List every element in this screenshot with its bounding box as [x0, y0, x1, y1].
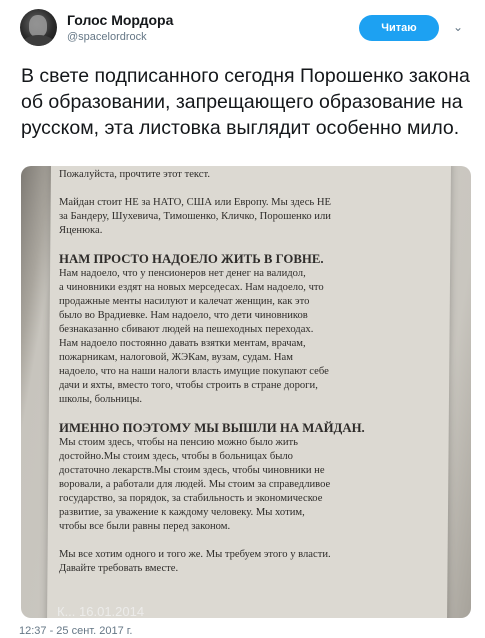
leaflet-heading: ИМЕННО ПОЭТОМУ МЫ ВЫШЛИ НА МАЙДАН.	[59, 421, 365, 435]
tweet-header	[0, 0, 485, 58]
leaflet-line: воровали, а работали для людей. Мы стоим за справедливое	[59, 479, 331, 490]
leaflet-line: школы, больницы.	[59, 394, 143, 405]
leaflet-line: достойно.Мы стоим здесь, чтобы в больницах было	[59, 451, 293, 462]
leaflet-line	[59, 182, 429, 196]
leaflet-line: Мы все хотим одного и того же. Мы требуем этого у власти.	[59, 549, 331, 560]
leaflet-text	[59, 168, 429, 576]
leaflet-line: пожарникам, налоговой, ЖЭКам, вузам, судам. Нам	[59, 352, 293, 363]
leaflet-line: Мы стоим здесь, чтобы на пенсию можно было жить	[59, 437, 299, 448]
leaflet-line: Давайте требовать вместе.	[59, 563, 179, 574]
leaflet-line: Нам надоело постоянно давать взятки ментам, врачам,	[59, 338, 306, 349]
photo-caption: К... 16.01.2014	[57, 604, 145, 618]
leaflet-line: Нам надоело, что у пенсионеров нет денег на валидол,	[59, 268, 306, 279]
avatar-body	[23, 35, 54, 46]
leaflet-line: дачи и яхты, вместо того, чтобы строить в стране дороги,	[59, 380, 318, 391]
leaflet-line: достаточно лекарств.Мы стоим здесь, чтобы чиновники не	[59, 465, 325, 476]
avatar-face	[29, 15, 47, 37]
follow-button[interactable]: Читаю	[359, 15, 439, 41]
chevron-down-icon[interactable]: ⌄	[453, 20, 464, 34]
leaflet-line: за Бандеру, Шухевича, Тимошенко, Кличко, Порошенко или	[59, 211, 331, 222]
display-name[interactable]: Голос Мордора	[67, 12, 174, 28]
leaflet-line	[59, 407, 429, 421]
leaflet-line: а чиновники ездят на новых мерседесах. Нам надоело, что	[59, 282, 324, 293]
leaflet-line: продажные менты насилуют и калечат женщин, как это	[59, 296, 310, 307]
tweet-text: В свете подписанного сегодня Порошенко закона об образовании, запрещающего образование на русском, эта листовка выглядит особенно мило.	[21, 65, 470, 139]
leaflet-line: надоело, что на наши налоги власть имущие покупают себе	[59, 366, 329, 377]
leaflet-line: чтобы все были равны перед законом.	[59, 521, 231, 532]
leaflet-heading: НАМ ПРОСТО НАДОЕЛО ЖИТЬ В ГОВНЕ.	[59, 252, 324, 266]
avatar[interactable]	[20, 9, 57, 46]
leaflet-line	[59, 238, 429, 252]
leaflet-line: Майдан стоит НЕ за НАТО, США или Европу. Мы здесь НЕ	[59, 197, 332, 208]
leaflet-line: безнаказанно сбивают людей на пешеходных переходах.	[59, 324, 314, 335]
leaflet-line: Пожалуйста, прочтите этот текст.	[59, 169, 210, 180]
leaflet-line: Яценюка.	[59, 225, 103, 236]
leaflet-line: развитие, за уважение к каждому человеку. Мы хотим,	[59, 507, 305, 518]
tweet-timestamp[interactable]: 12:37 - 25 сент. 2017 г.	[19, 625, 133, 637]
leaflet-line	[59, 534, 429, 548]
leaflet-line: государство, за порядок, за стабильность и экономическое	[59, 493, 323, 504]
leaflet-line: было во Врадиевке. Нам надоело, что дети чиновников	[59, 310, 308, 321]
tweet-photo[interactable]	[21, 166, 471, 618]
user-handle[interactable]: @spacelordrock	[67, 31, 147, 43]
